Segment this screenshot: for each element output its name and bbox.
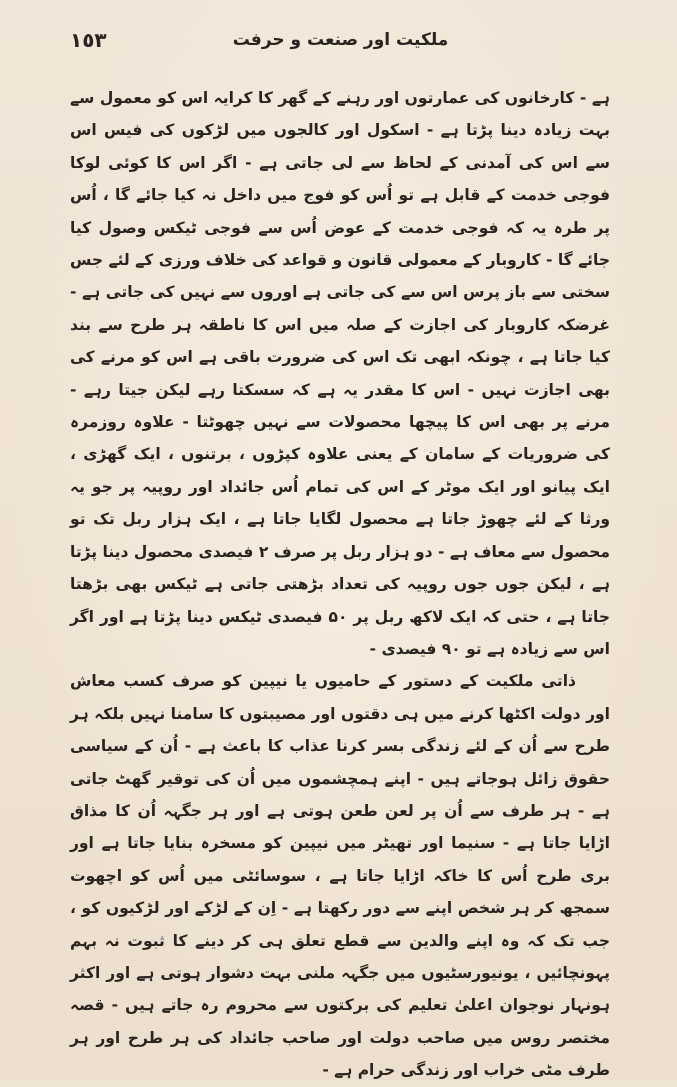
paragraph-1: ہے - کارخانوں کی عمارتوں اور رہنے کے گھر کا کرایہ اس کو معمول سے بہت زیادہ دینا پڑتا ہے - اسکول اور کالجوں میں لڑکوں کی فیس اس سے اس کی آمدنی کے لحاظ سے لی جاتی ہے - اگر اس کا کوئی لوکا فوجی خدمت کے قابل ہے تو اُس کو فوج میں داخل نہ کیا جائے گا ، اُس پر طرہ یہ کہ فوجی خدمت کے عوض اُس سے فوجی ٹیکس وصول کیا جائے گا - کاروبار کے معمولی قانون و قواعد کی خلاف ورزی کے لئے جس سختی سے باز پرس اس سے کی جاتی ہے اوروں سے نہیں کی جاتی ہے - غرضکہ کاروبار کی اجازت کے صلہ میں اس کا ناطقہ ہر طرح سے بند کیا جاتا ہے ، چونکہ ابھی تک اس کی ضرورت باقی ہے اس کو مرنے کی بھی اجازت نہیں - اس کا مقدر یہ ہے کہ سسکتا رہے لیکن جیتا رہے - مرنے پر بھی اس کا پیچھا محصولات سے نہیں چھوٹتا - علاوہ روزمرہ کی ضروریات کے سامان کے یعنی علاوہ کپڑوں ، برتنوں ، ایک گھڑی ، ایک پیانو اور ایک موٹر کے اس کی تمام اُس جائداد اور روپیہ پر جو یہ ورثا کے لئے چھوڑ جاتا ہے محصول لگایا جاتا ہے ، ایک ہزار ربل تک تو محصول سے معاف ہے - دو ہزار ربل پر صرف ۲ فیصدی محصول دینا پڑتا ہے ، لیکن جوں جوں روپیہ کی تعداد بڑھتی جاتی ہے ٹیکس بھی بڑھتا جاتا ہے ، حتی کہ ایک لاکھ ربل پر ۵۰ فیصدی ٹیکس دینا پڑتا ہے اور اگر اس سے زیادہ ہے تو ۹۰ فیصدی - (70, 89, 610, 658)
running-title: ملکیت اور صنعت و حرفت (232, 30, 449, 50)
page-header (70, 28, 611, 60)
paragraph-2: ذاتی ملکیت کے دستور کے حامیوں یا نیپین کو صرف کسب معاش اور دولت اکٹھا کرنے میں ہی دقتوں اور مصیبتوں کا سامنا نہیں بلکہ ہر طرح سے اُن کے لئے زندگی بسر کرنا عذاب کا باعث ہے - اُن کے سیاسی حقوق زائل ہوجاتے ہیں - اپنے ہمچشموں میں اُن کی توقیر گھٹ جاتی ہے - ہر طرف سے اُن پر لعن طعن ہوتی ہے اور ہر جگہہ اُن کا مذاق اڑایا جاتا ہے - سنیما اور تھیٹر میں نیپین کو مسخرہ بنایا جاتا ہے اور بری طرح اُس کا خاکہ اڑایا جاتا ہے ، سوسائٹی میں اُس کو اچھوت سمجھ کر ہر شخص اپنے سے دور رکھتا ہے - اِن کے لڑکے اور لڑکیوں کو ، جب تک کہ وہ اپنے والدین سے قطع تعلق ہی کر دینے کا ثبوت نہ بہم پہونچائیں ، یونیورسٹیوں میں جگہہ ملنی بہت دشوار ہوتی ہے اور اکثر ہونہار نوجوان اعلیٰ تعلیم کی برکتوں سے محروم رہ جاتے ہیں - قصہ مختصر روس میں صاحب دولت اور صاحب جائداد کی ہر طرح اور ہر طرف مٹی خراب اور زندگی حرام ہے - (70, 672, 610, 1080)
body-text (70, 82, 610, 1087)
page-number: ١٥٣ (70, 28, 107, 52)
